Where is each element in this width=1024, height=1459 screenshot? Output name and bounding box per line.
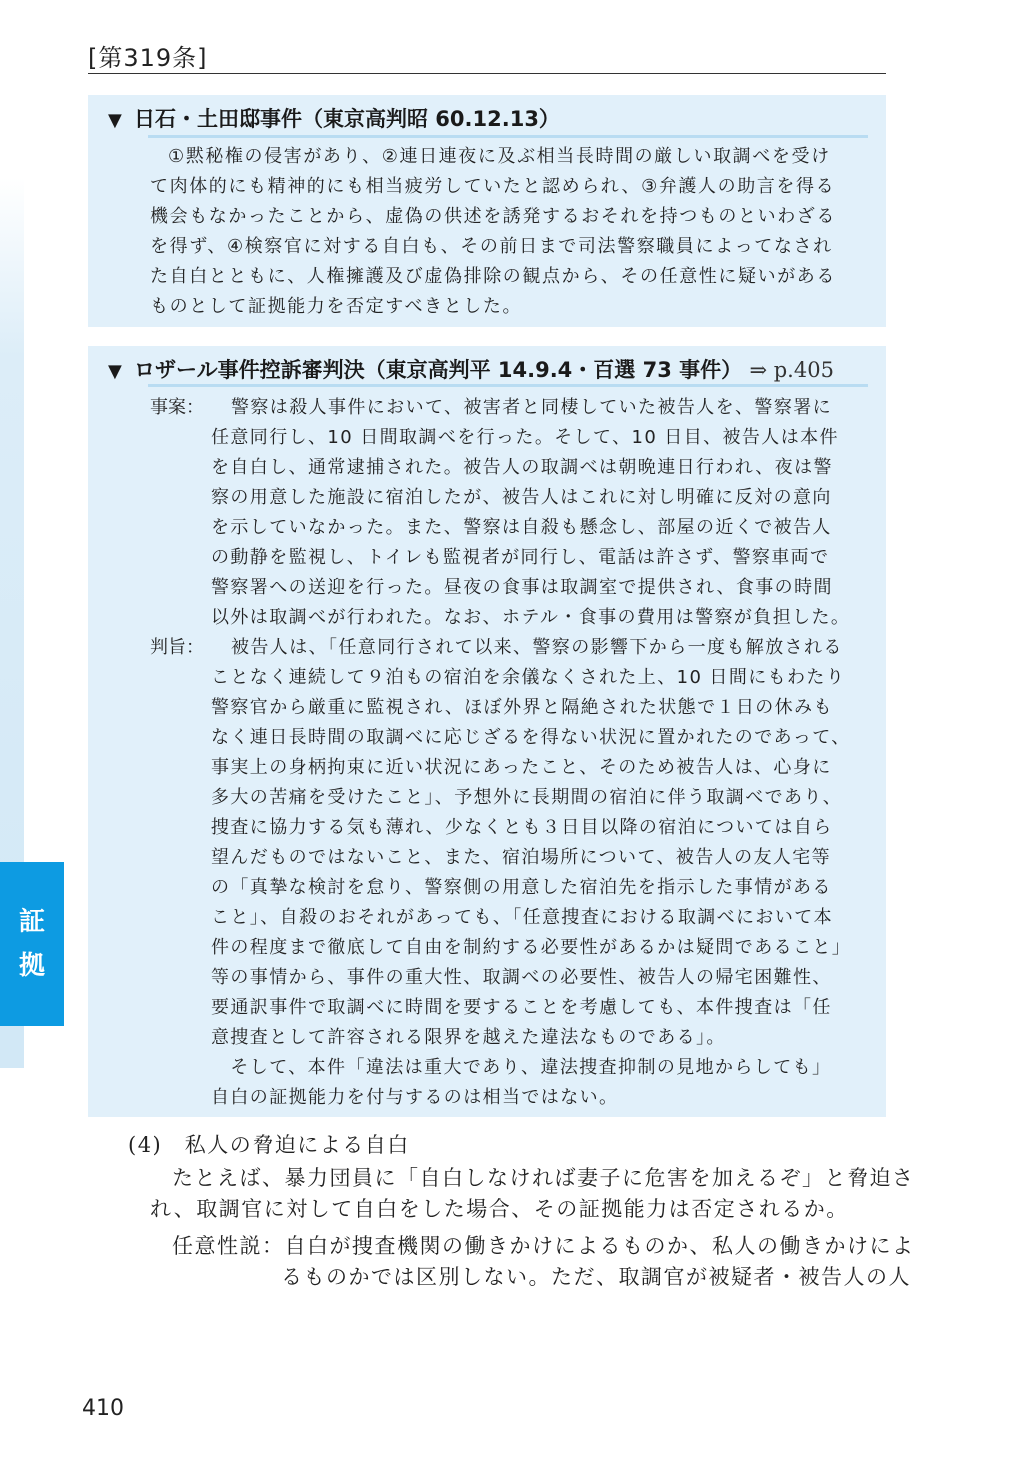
holding-line: 件の程度まで徹底して自由を制約する必要性があるかは疑問であること」 [211, 937, 852, 958]
case-title [108, 354, 868, 384]
facts-line: を自白し、通常逮捕された。被告人の取調べは朝晩連日行われ、夜は警 [211, 457, 833, 478]
triangle-down-icon: ▼ [108, 110, 122, 131]
section-heading: (4) 私人の脅迫による自白 [128, 1133, 410, 1157]
holding-line: 多大の苦痛を受けたこと」、予想外に長期間の宿泊に伴う取調べであり、 [211, 787, 843, 808]
facts-label: 事案： [150, 397, 204, 418]
case-box-nisseki [88, 95, 886, 327]
holding-line: そして、本件「違法は重大であり、違法捜査抑制の見地からしても」 [211, 1057, 832, 1078]
holding-line: 意捜査として許容される限界を越えた違法なものである」。 [211, 1027, 726, 1048]
title-underline [148, 384, 868, 387]
case-title-text: ロザール事件控訴審判決（東京高判平 14.9.4・百選 73 事件） [134, 358, 743, 382]
case-summary [150, 142, 870, 322]
facts-line: を示していなかった。また、警察は自殺も懸念し、部屋の近くで被告人 [211, 517, 832, 538]
holding-line: 自白の証拠能力を付与するのは相当ではない。 [211, 1087, 619, 1108]
facts-line: 警察署への送迎を行った。昼夜の食事は取調室で提供され、食事の時間 [211, 577, 833, 598]
summary-line: た自白とともに、人権擁護及び虚偽排除の観点から、その任意性に疑いがある [150, 266, 836, 287]
article-header: [第319条] [88, 44, 208, 72]
section-paragraph [150, 1163, 915, 1225]
holding-line: ことなく連続して９泊もの宿泊を余儀なくされた上、10 日間にもわたり [211, 667, 846, 688]
facts-line: 以外は取調べが行われた。なお、ホテル・食事の費用は警察が負担した。 [211, 607, 851, 628]
summary-line: を得ず、④検察官に対する自白も、その前日まで司法警察職員によってなされ [150, 236, 833, 257]
holding-line: こと」、自殺のおそれがあっても、「任意捜査における取調べにおいて本 [211, 907, 834, 928]
summary-line: ものとして証拠能力を否定すべきとした。 [150, 296, 523, 317]
summary-line: ①黙秘権の侵害があり、②連日連夜に及ぶ相当長時間の厳しい取調べを受け [168, 146, 831, 167]
summary-line: 機会もなかったことから、虚偽の供述を誘発するおそれを持つものといわざる [150, 206, 836, 227]
theory-line: 任意性説：自白が捜査機関の働きかけによるものか、私人の働きかけによ [172, 1234, 915, 1258]
facts-line: の動静を監視し、トイレも監視者が同行し、電話は許さず、警察車両で [211, 547, 830, 568]
chapter-tab-char-1: 証 [18, 907, 45, 937]
paragraph-line: たとえば、暴力団員に「自白しなければ妻子に危害を加えるぞ」と脅迫さ [172, 1166, 915, 1190]
facts-line: 任意同行し、10 日間取調べを行った。そして、10 日目、被告人は本件 [211, 427, 839, 448]
facts-line: 察の用意した施設に宿泊したが、被告人はこれに対し明確に反対の意向 [211, 487, 832, 508]
title-underline [148, 135, 868, 138]
holding-line: 事実上の身柄拘束に近い状況にあったこと、そのため被告人は、心身に [211, 757, 832, 778]
facts-line: 警察は殺人事件において、被害者と同棲していた被告人を、警察署に [231, 397, 833, 418]
holding-text [211, 633, 871, 1113]
case-title-text: 日石・土田邸事件（東京高判昭 60.12.13） [134, 107, 560, 131]
case-box-rosal [88, 346, 886, 1117]
theory-paragraph [172, 1231, 915, 1293]
triangle-down-icon: ▼ [108, 361, 122, 382]
holding-line: 等の事情から、事件の重大性、取調べの必要性、被告人の帰宅困難性、 [211, 967, 832, 988]
paragraph-line: れ、取調官に対して自白をした場合、その証拠能力は否定されるか。 [150, 1197, 849, 1221]
header-rule [88, 73, 886, 74]
page-reference: ⇒ p.405 [749, 358, 834, 382]
summary-line: て肉体的にも精神的にも相当疲労していたと認められ、③弁護人の助言を得る [150, 176, 836, 197]
holding-line: 警察官から厳重に監視され、ほぼ外界と隔絶された状態で１日の休みも [211, 697, 833, 718]
holding-label: 判旨： [150, 637, 204, 658]
facts-text [211, 393, 871, 633]
holding-line: 要通訳事件で取調べに時間を要することを考慮しても、本件捜査は「任 [211, 997, 832, 1018]
page-number: 410 [82, 1396, 124, 1421]
chapter-tab-char-2: 拠 [18, 951, 45, 981]
chapter-tab [0, 862, 64, 1026]
holding-line: 被告人は、「任意同行されて以来、警察の影響下から一度も解放される [231, 637, 843, 658]
holding-line: 捜査に協力する気も薄れ、少なくとも３日目以降の宿泊については自ら [211, 817, 833, 838]
holding-line: 望んだものではないこと、また、宿泊場所について、被告人の友人宅等 [211, 847, 832, 868]
theory-line: るものかでは区別しない。ただ、取調官が被疑者・被告人の人 [281, 1265, 911, 1289]
holding-line: なく連日長時間の取調べに応じざるを得ない状況に置かれたのであって、 [211, 727, 851, 748]
case-title [108, 103, 868, 133]
holding-line: の「真摯な検討を怠り、警察側の用意した宿泊先を指示した事情がある [211, 877, 832, 898]
